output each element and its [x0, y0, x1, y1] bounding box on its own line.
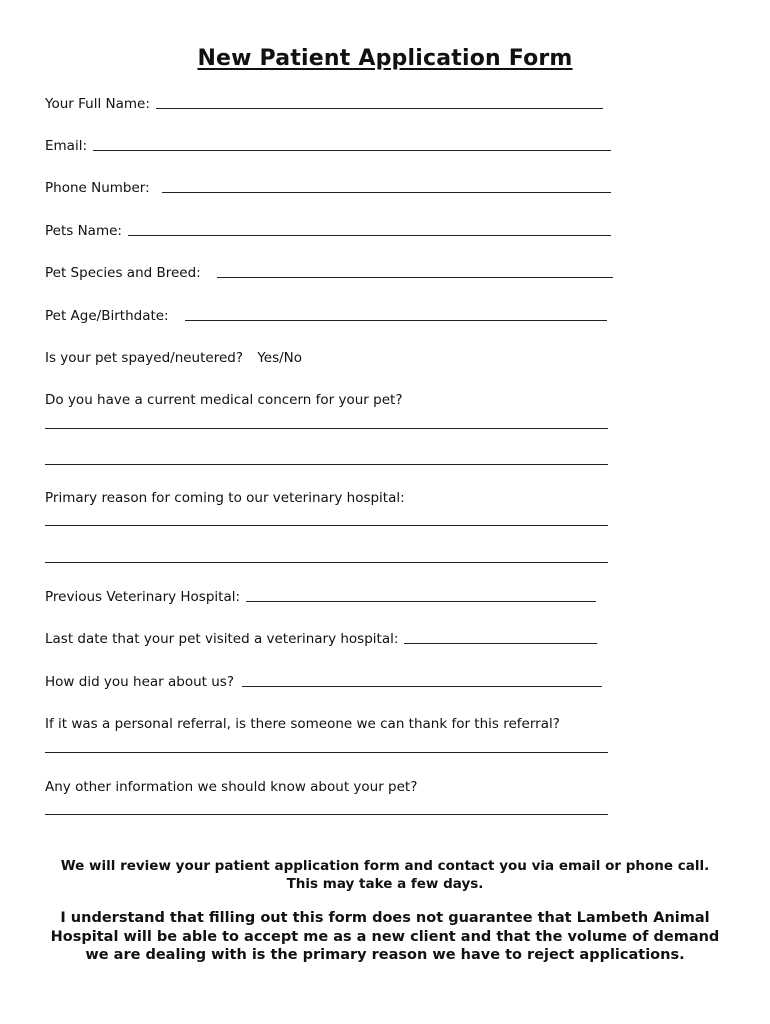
- acknowledgement-notice: I understand that filling out this form does not guarantee that Lambeth Animal Hospital will be able to accept me as a new client and that the volume of demand we are dealing with is the primary reason we have to reject applications.: [50, 910, 720, 963]
- spayed-field: [45, 350, 302, 366]
- full-name-input-line[interactable]: [156, 107, 603, 109]
- last-visit-input-line[interactable]: [404, 642, 597, 644]
- spayed-options[interactable]: Yes/No: [257, 350, 303, 366]
- full-name-label: Your Full Name:: [45, 96, 150, 112]
- full-name-field: [45, 96, 603, 112]
- pets-name-input-line[interactable]: [128, 234, 611, 236]
- species-breed-input-line[interactable]: [217, 276, 613, 278]
- phone-label: Phone Number:: [45, 180, 150, 196]
- species-breed-label: Pet Species and Breed:: [45, 265, 201, 281]
- medical-concern-line-1[interactable]: [45, 428, 608, 429]
- spayed-label: Is your pet spayed/neutered?: [45, 350, 244, 366]
- referral-label: If it was a personal referral, is there someone we can thank for this referral?: [45, 716, 560, 732]
- other-info-label: Any other information we should know about your pet?: [45, 779, 418, 795]
- hear-about-field: [45, 674, 602, 690]
- review-notice: [30, 857, 740, 893]
- pets-name-field: [45, 223, 611, 239]
- species-breed-field: [45, 265, 613, 281]
- medical-concern-label: Do you have a current medical concern for your pet?: [45, 392, 403, 408]
- email-field: [45, 138, 611, 154]
- referral-line[interactable]: [45, 752, 608, 753]
- medical-concern-line-2[interactable]: [45, 464, 608, 465]
- phone-field: [45, 180, 611, 196]
- primary-reason-line-2[interactable]: [45, 562, 608, 563]
- pets-name-label: Pets Name:: [45, 223, 122, 239]
- phone-input-line[interactable]: [162, 191, 611, 193]
- primary-reason-label: Primary reason for coming to our veterinary hospital:: [45, 490, 405, 506]
- page-title: New Patient Application Form: [197, 46, 573, 71]
- age-birthdate-field: [45, 308, 607, 324]
- primary-reason-line-1[interactable]: [45, 525, 608, 526]
- previous-hospital-field: [45, 589, 596, 605]
- age-birthdate-label: Pet Age/Birthdate:: [45, 308, 169, 324]
- hear-about-label: How did you hear about us?: [45, 674, 234, 690]
- previous-hospital-label: Previous Veterinary Hospital:: [45, 589, 241, 605]
- last-visit-field: [45, 631, 597, 647]
- email-input-line[interactable]: [93, 149, 611, 151]
- age-birthdate-input-line[interactable]: [185, 319, 607, 321]
- other-info-line[interactable]: [45, 814, 608, 815]
- review-notice-line-1: We will review your patient application form and contact you via email or phone call.: [60, 858, 710, 874]
- last-visit-label: Last date that your pet visited a veterinary hospital:: [45, 631, 399, 647]
- email-label: Email:: [45, 138, 88, 154]
- previous-hospital-input-line[interactable]: [246, 600, 596, 602]
- review-notice-line-2: This may take a few days.: [286, 876, 484, 892]
- hear-about-input-line[interactable]: [242, 685, 602, 687]
